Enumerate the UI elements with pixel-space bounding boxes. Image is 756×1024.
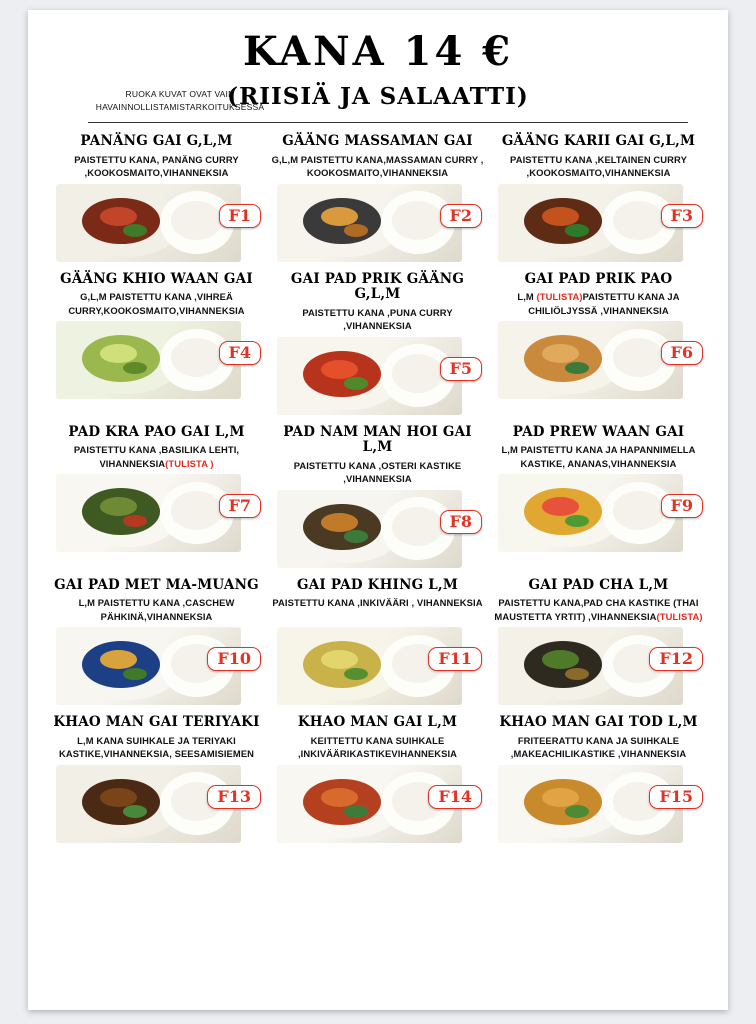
dish-photo-wrap	[50, 321, 263, 399]
dish-name: KHAO MAN GAI L,M	[297, 714, 458, 731]
dish-grid	[46, 128, 710, 847]
dish-item	[488, 572, 709, 706]
dish-photo-wrap	[50, 474, 263, 552]
dish-photo-wrap	[271, 490, 484, 568]
dish-code-badge: F7	[219, 494, 262, 518]
dish-photo-wrap	[271, 627, 484, 705]
dish-photo	[277, 337, 462, 415]
dish-description	[50, 290, 263, 318]
dish-name: GAI PAD CHA L,M	[528, 576, 669, 593]
dish-code-badge: F11	[428, 647, 482, 671]
dish-item	[46, 128, 267, 262]
dish-name: PAD PREW WAAN GAI	[512, 423, 685, 440]
dish-description	[50, 443, 263, 471]
dish-item	[488, 419, 709, 568]
dish-photo-wrap	[50, 627, 263, 705]
dish-description-part: PAISTETTU KANA ,INKIVÄÄRI , VIHANNEKSIA	[272, 597, 483, 609]
dish-photo-wrap	[271, 765, 484, 843]
dish-description	[271, 596, 484, 624]
dish-photo-wrap	[271, 184, 484, 262]
dish-description-part: PAISTETTU KANA, PANÄNG CURRY ,KOOKOSMAITO,VIHANNEKSIA	[74, 153, 239, 179]
dish-photo	[498, 184, 683, 262]
dish-code-badge: F6	[661, 341, 704, 365]
page-title: KANA 14 €	[242, 28, 514, 75]
dish-photo-wrap	[50, 765, 263, 843]
dish-code-badge: F8	[440, 510, 483, 534]
dish-description	[50, 596, 263, 624]
dish-photo-wrap	[271, 337, 484, 415]
dish-item	[267, 572, 488, 706]
dish-description-part: PAISTETTU KANA ,KELTAINEN CURRY ,KOOKOSMAITO,VIHANNEKSIA	[510, 153, 687, 179]
dish-description-part: (TULISTA)	[656, 610, 703, 622]
dish-description-part: L,M PAISTETTU KANA JA HAPANNIMELLA KASTIKE, ANANAS,VIHANNEKSIA	[501, 444, 696, 469]
dish-item	[267, 128, 488, 262]
dish-code-badge: F4	[219, 341, 262, 365]
dish-description-part: L,M PAISTETTU KANA ,CASCHEW PÄHKINÄ,VIHANNEKSIA	[78, 597, 235, 622]
dish-photo	[56, 184, 241, 262]
dish-item	[267, 419, 488, 568]
dish-description-part: PAISTETTU KANA,PAD CHA KASTIKE (THAI MAUSTETTA YRTIT) ,VIHANNEKSIA	[494, 597, 699, 622]
dish-item	[488, 266, 709, 415]
dish-code-badge: F1	[219, 204, 262, 228]
dish-name: PAD KRA PAO GAI L,M	[68, 423, 245, 440]
dish-item	[46, 709, 267, 843]
dish-name: PAD NAM MAN HOI GAI L,M	[283, 423, 472, 456]
dish-description	[492, 290, 705, 318]
dish-description-part: FRITEERATTU KANA JA SUIHKALE ,MAKEACHILIKASTIKE ,VIHANNEKSIA	[510, 734, 687, 760]
dish-item	[46, 266, 267, 415]
dish-photo	[498, 474, 683, 552]
dish-description	[50, 734, 263, 762]
dish-code-badge: F5	[440, 357, 483, 381]
dish-description-part: G,L,M PAISTETTU KANA ,VIHREÄ CURRY,KOOKOSMAITO,VIHANNEKSIA	[68, 291, 245, 316]
dish-photo-wrap	[492, 474, 705, 552]
dish-photo-wrap	[492, 184, 705, 262]
dish-description-part: G,L,M PAISTETTU KANA,MASSAMAN CURRY , KOOKOSMAITO,VIHANNEKSIA	[271, 153, 484, 179]
dish-photo-wrap	[50, 184, 263, 262]
dish-description-part: (TULISTA)	[536, 291, 583, 303]
dish-photo-wrap	[492, 627, 705, 705]
dish-name: GÄÄNG MASSAMAN GAI	[282, 133, 473, 149]
dish-description-part: L,M	[517, 291, 537, 303]
dish-description-part: PAISTETTU KANA ,BASILIKA LEHTI, VIHANNEKSIA	[73, 444, 240, 469]
dish-description	[271, 153, 484, 181]
dish-description	[271, 459, 484, 487]
dish-description-part: L,M KANA SUIHKALE JA TERIYAKI KASTIKE,VIHANNEKSIA, SEESAMISIEMEN	[58, 734, 255, 760]
dish-code-badge: F13	[207, 785, 261, 809]
dish-description-part: PAISTETTU KANA JA CHILIÖLJYSSÄ ,VIHANNEKSIA	[528, 291, 680, 316]
page-subtitle: (RIISIÄ JA SALAATTI)	[227, 83, 529, 110]
dish-item	[488, 709, 709, 843]
dish-name: GAI PAD PRIK GÄÄNG G,L,M	[290, 270, 465, 303]
dish-description	[492, 596, 705, 624]
dish-name: GAI PAD MET MA-MUANG	[54, 576, 259, 593]
dish-description	[50, 153, 263, 181]
dish-photo	[277, 184, 462, 262]
dish-name: GAI PAD PRIK PAO	[524, 270, 673, 287]
dish-item	[267, 709, 488, 843]
photo-disclaimer: RUOKA KUVAT OVAT VAIN HAVAINNOLLISTAMISTARKOITUKSESSA	[95, 89, 265, 112]
dish-description-part: (TULISTA )	[165, 457, 214, 469]
dish-name: GAI PAD KHING L,M	[297, 576, 458, 593]
dish-code-badge: F9	[661, 494, 704, 518]
dish-code-badge: F15	[649, 785, 703, 809]
dish-photo-wrap	[492, 321, 705, 399]
dish-code-badge: F12	[649, 647, 703, 671]
dish-item	[267, 266, 488, 415]
dish-code-badge: F14	[428, 785, 482, 809]
dish-description	[271, 734, 484, 762]
dish-name: GÄÄNG KARII GAI G,L,M	[501, 133, 696, 149]
dish-photo-wrap	[492, 765, 705, 843]
dish-description-part: PAISTETTU KANA ,PUNA CURRY ,VIHANNEKSIA	[302, 306, 453, 332]
dish-item	[46, 419, 267, 568]
dish-code-badge: F3	[661, 204, 704, 228]
dish-name: KHAO MAN GAI TERIYAKI	[53, 714, 260, 731]
dish-description	[271, 306, 484, 334]
dish-photo	[277, 490, 462, 568]
dish-photo	[498, 321, 683, 399]
dish-name: PANÄNG GAI G,L,M	[80, 133, 233, 149]
dish-name: KHAO MAN GAI TOD L,M	[499, 714, 698, 731]
dish-code-badge: F2	[440, 204, 483, 228]
header-divider	[88, 122, 688, 123]
dish-description	[492, 734, 705, 762]
dish-photo	[56, 321, 241, 399]
menu-page	[28, 10, 728, 1010]
dish-description-part: KEITTETTU KANA SUIHKALE ,INKIVÄÄRIKASTIKEVIHANNEKSIA	[297, 734, 458, 760]
dish-description	[492, 153, 705, 181]
dish-description	[492, 443, 705, 471]
dish-code-badge: F10	[207, 647, 261, 671]
dish-description-part: PAISTETTU KANA ,OSTERI KASTIKE ,VIHANNEKSIA	[293, 459, 462, 485]
dish-item	[46, 572, 267, 706]
dish-photo	[56, 474, 241, 552]
dish-name: GÄÄNG KHIO WAAN GAI	[60, 270, 253, 287]
dish-item	[488, 128, 709, 262]
